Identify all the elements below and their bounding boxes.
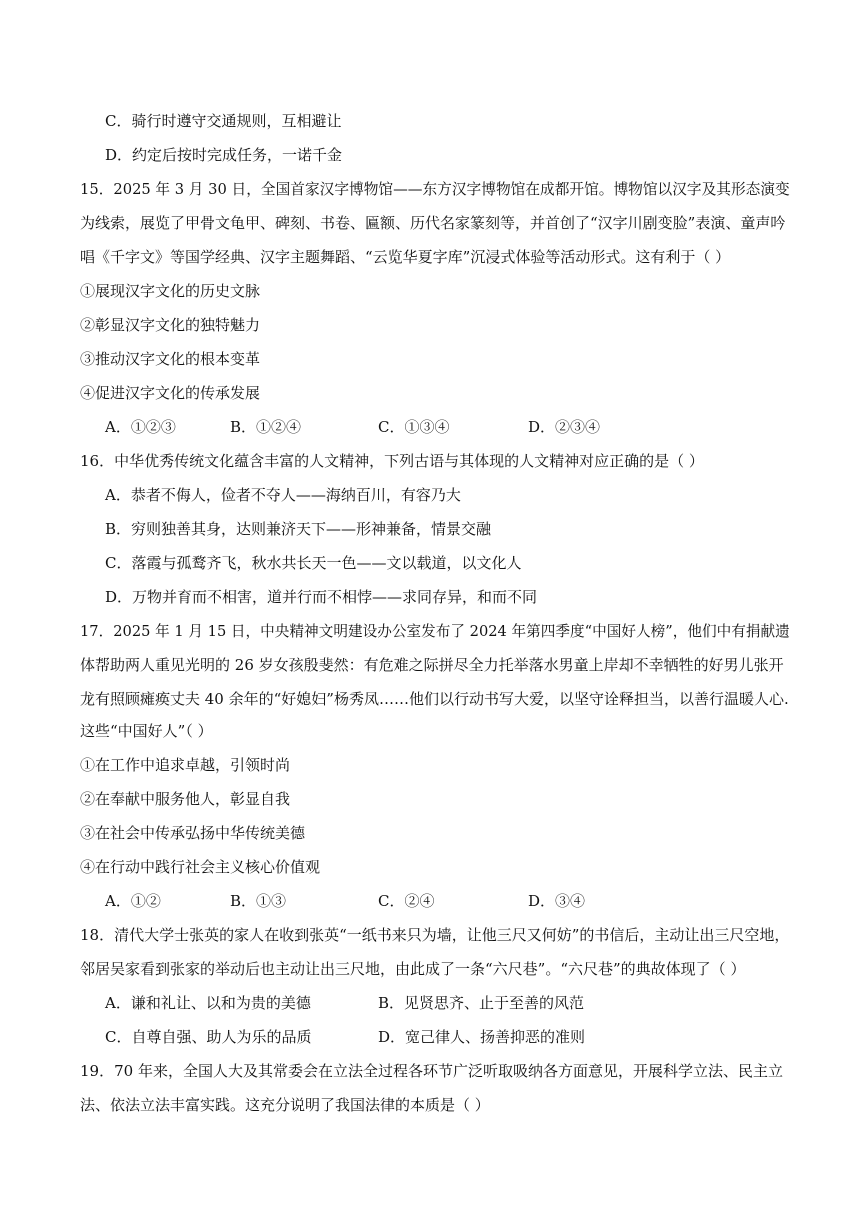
q19-stem-line-1: 19．70 年来，全国人大及其常委会在立法全过程各环节广泛听取吸纳各方面意见，开展科学立法、民主立	[80, 1062, 783, 1080]
q15-item-4: ④促进汉字文化的传承发展	[80, 384, 261, 402]
q17-item-1: ①在工作中追求卓越，引领时尚	[80, 756, 291, 774]
q15-choice-d: D．②③④	[528, 418, 601, 436]
q17-choice-b: B．①③	[230, 892, 287, 910]
q15-stem-line-2: 为线索，展览了甲骨文龟甲、碑刻、书卷、匾额、历代名家篆刻等，并首创了“汉字川剧变脸”表演、童声吟	[80, 214, 786, 232]
q17-choice-c: C．②④	[378, 892, 435, 910]
q17-stem-line-1: 17．2025 年 1 月 15 日，中央精神文明建设办公室发布了 2024 年第四季度“中国好人榜”，他们中有捐献遗	[80, 622, 790, 640]
q18-choice-c: C．自尊自强、助人为乐的品质	[105, 1028, 312, 1046]
q17-item-2: ②在奉献中服务他人，彰显自我	[80, 790, 291, 808]
q15-choice-b: B．①②④	[230, 418, 302, 436]
q15-item-2: ②彰显汉字文化的独特魅力	[80, 316, 261, 334]
q15-choice-c: C．①③④	[378, 418, 450, 436]
q18-stem-line-2: 邻居吴家看到张家的举动后也主动让出三尺地，由此成了一条“六尺巷”。“六尺巷”的典故体现了（ ）	[80, 960, 746, 978]
q17-stem-line-3: 龙有照顾瘫痪丈夫 40 余年的“好媳妇”杨秀凤……他们以行动书写大爱，以坚守诠释担当，以善行温暖人心.	[80, 690, 789, 708]
q15-item-1: ①展现汉字文化的历史文脉	[80, 282, 261, 300]
q17-choice-a: A．①②	[105, 892, 161, 910]
q16-option-d: D．万物并育而不相害，道并行而不相悖——求同存异，和而不同	[105, 588, 538, 606]
q17-stem-line-2: 体帮助两人重见光明的 26 岁女孩殷斐然：有危难之际拼尽全力托举落水男童上岸却不幸牺牲的好男儿张开	[80, 656, 784, 674]
q18-choice-d: D．宽己律人、扬善抑恶的准则	[378, 1028, 586, 1046]
q15-stem-line-3: 唱《千字文》等国学经典、汉字主题舞蹈、“云览华夏字库”沉浸式体验等活动形式。这有利于（ ）	[80, 248, 731, 266]
q18-stem-line-1: 18．清代大学士张英的家人在收到张英“一纸书来只为墙，让他三尺又何妨”的书信后，主动让出三尺空地，	[80, 926, 790, 944]
q19-stem-line-2: 法、依法立法丰富实践。这充分说明了我国法律的本质是（ ）	[80, 1096, 490, 1114]
q17-item-4: ④在行动中践行社会主义核心价值观	[80, 858, 321, 876]
q16-stem: 16．中华优秀传统文化蕴含丰富的人文精神，下列古语与其体现的人文精神对应正确的是（ ）	[80, 452, 704, 470]
q17-choice-d: D．③④	[528, 892, 586, 910]
q14-option-c: C．骑行时遵守交通规则，互相避让	[105, 112, 342, 130]
q14-option-d: D．约定后按时完成任务，一诺千金	[105, 146, 343, 164]
q17-stem-line-4: 这些“中国好人”（ ）	[80, 722, 213, 740]
q16-option-b: B．穷则独善其身，达则兼济天下——形神兼备，情景交融	[105, 520, 492, 538]
q16-option-c: C．落霞与孤鹜齐飞，秋水共长天一色——文以载道，以文化人	[105, 554, 522, 572]
q18-choice-b: B．见贤思齐、止于至善的风范	[378, 994, 585, 1012]
q17-item-3: ③在社会中传承弘扬中华传统美德	[80, 824, 306, 842]
q16-option-a: A．恭者不侮人，俭者不夺人——海纳百川，有容乃大	[105, 486, 461, 504]
q15-item-3: ③推动汉字文化的根本变革	[80, 350, 261, 368]
q15-choice-a: A．①②③	[105, 418, 176, 436]
q15-stem-line-1: 15．2025 年 3 月 30 日，全国首家汉字博物馆——东方汉字博物馆在成都开馆。博物馆以汉字及其形态演变	[80, 180, 790, 198]
q18-choice-a: A．谦和礼让、以和为贵的美德	[105, 994, 311, 1012]
